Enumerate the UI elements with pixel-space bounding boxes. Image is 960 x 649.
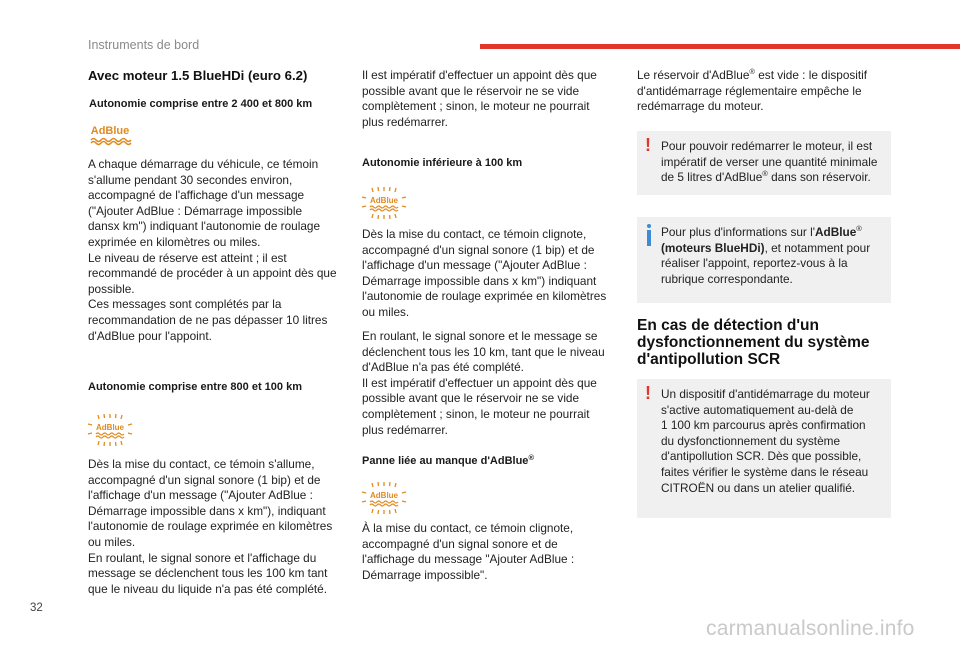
text-line: l'affichage d'un message ("Ajouter AdBlue : — [88, 488, 313, 503]
watermark: carmanualsonline.info — [706, 617, 915, 640]
heading-line: dysfonctionnement du système — [637, 334, 870, 351]
text-line: d'AdBlue pour l'appoint. — [88, 328, 212, 343]
paragraph-col2-2 — [362, 227, 620, 321]
text-line: déclenchent tous les 10 km, tant que le niveau — [362, 344, 605, 359]
text-line: d'antipollution SCR. Dès que possible, — [661, 449, 862, 464]
heading-scr-malfunction — [637, 317, 899, 368]
text-line: accompagné d'un signal sonore et de — [362, 536, 558, 551]
section-title: Avec moteur 1.5 BlueHDi (euro 6.2) — [88, 68, 308, 83]
text-line: du dysfonctionnement du système — [661, 433, 841, 448]
text-line: possible. — [88, 281, 135, 296]
text-line: d'AdBlue n'a pas été complété. — [362, 360, 524, 375]
text-span: Pour plus d'informations sur l' — [661, 225, 815, 239]
adblue-alert-icon — [88, 413, 132, 447]
subheading-2400-800: Autonomie comprise entre 2 400 et 800 km — [89, 97, 313, 110]
subheading-adblue-failure — [362, 454, 620, 470]
text-line: Le niveau de réserve est atteint ; il est — [88, 250, 287, 265]
header-accent-bar — [480, 44, 960, 49]
paragraph-col2-3 — [362, 329, 620, 438]
text-line: rubrique correspondante. — [661, 271, 793, 286]
text-span: , et notamment pour — [764, 240, 871, 255]
info-icon — [646, 224, 652, 246]
text-line: En roulant, le signal sonore et le message se — [362, 329, 598, 343]
text-line: accompagné d'un signal sonore (1 bip) et de — [88, 472, 321, 487]
text-line: réaliser l'appoint, reportez-vous à la — [661, 256, 848, 271]
text-line: ou miles. — [362, 304, 410, 319]
adblue-icon — [88, 121, 132, 147]
text-line: À la mise du contact, ce témoin clignote, — [362, 521, 574, 535]
text-line: Il est impératif d'effectuer un appoint dès que — [362, 375, 597, 390]
text-line: CITROËN ou dans un atelier qualifié. — [661, 480, 856, 495]
text-line: ou miles. — [88, 534, 136, 549]
heading-line: d'antipollution SCR — [637, 351, 781, 368]
adblue-icon-label: AdBlue — [370, 196, 398, 205]
text-line: Démarrage impossible dans x km"), indiquant — [88, 503, 326, 518]
adblue-icon-label: AdBlue — [96, 423, 124, 432]
info-box-adblue — [637, 217, 891, 303]
text-line: recommandé de procéder à un appoint dès que — [88, 266, 337, 281]
text-line: complètement ; sinon, le moteur ne pourrait — [362, 99, 590, 114]
text-line: Un dispositif d'antidémarrage du moteur — [661, 387, 870, 401]
text-line: l'autonomie de roulage exprimée en kilomètres — [88, 519, 333, 534]
text-line: s'allume pendant 30 secondes environ, — [88, 172, 293, 187]
text-line: l'affichage du message "Ajouter AdBlue : — [362, 552, 575, 567]
adblue-link-text: AdBlue — [815, 225, 857, 239]
text-line: l'affichage d'un message ("Ajouter AdBlue : — [362, 258, 587, 273]
text-line: faites vérifier le système dans le réseau — [661, 464, 869, 479]
warning-icon: ! — [645, 135, 651, 155]
bluehdi-text: (moteurs BlueHDi) — [661, 240, 765, 255]
paragraph-col2-1 — [362, 68, 620, 130]
text-line: accompagné de l'affichage d'un message — [88, 188, 305, 203]
paragraph-col2-4 — [362, 521, 620, 583]
paragraph-col3-1 — [637, 68, 899, 115]
page-number: 32 — [30, 602, 43, 614]
subheading-800-100: Autonomie comprise entre 800 et 100 km — [88, 381, 302, 393]
adblue-icon-label: AdBlue — [90, 125, 130, 137]
text-line — [661, 225, 881, 241]
heading-line: En cas de détection d'un — [637, 317, 819, 334]
text-line: redémarrage du moteur. — [637, 99, 764, 114]
text-line: En roulant, le signal sonore et l'affichage du — [88, 550, 317, 565]
text-line: impératif de verser une quantité minimale — [661, 154, 878, 169]
text-line: s'active automatiquement au-delà de — [661, 402, 854, 417]
text-line: recommandation de ne pas dépasser 10 litres — [88, 312, 328, 327]
warning-box-refill — [637, 131, 891, 195]
adblue-icon-label: AdBlue — [370, 491, 398, 500]
text-line: Démarrage impossible dans x km") indiquant — [362, 273, 597, 288]
subheading-text: Panne liée au manque d'AdBlue — [362, 455, 529, 467]
text-line — [661, 170, 881, 186]
text-span: dans son réservoir. — [767, 170, 871, 185]
text-line: message se déclenchent tous les 100 km tant — [88, 566, 328, 581]
text-line: Dès la mise du contact, ce témoin s'allume, — [88, 457, 315, 471]
registered-mark: ® — [762, 169, 768, 179]
text-line: Démarrage impossible". — [362, 567, 488, 582]
text-line: exprimée en kilomètres ou miles. — [88, 234, 261, 249]
text-line: A chaque démarrage du véhicule, ce témoin — [88, 157, 319, 171]
text-line: d'antidémarrage réglementaire empêche le — [637, 83, 862, 98]
text-line: Il est impératif d'effectuer un appoint dès que — [362, 68, 597, 82]
text-line: plus redémarrer. — [362, 114, 448, 129]
section-header-title: Instruments de bord — [88, 38, 200, 52]
text-span: de 5 litres d'AdBlue — [661, 170, 763, 185]
text-line: possible avant que le réservoir ne se vide — [362, 83, 580, 98]
registered-mark: ® — [749, 67, 755, 76]
registered-mark: ® — [528, 453, 534, 462]
text-line: complètement ; sinon, le moteur ne pourrait — [362, 406, 590, 421]
text-line: Pour pouvoir redémarrer le moteur, il est — [661, 139, 873, 153]
text-line: que le niveau du liquide n'a pas été complété. — [88, 581, 328, 596]
text-line: Dès la mise du contact, ce témoin clignote, — [362, 227, 587, 241]
text-line: ("Ajouter AdBlue : Démarrage impossible — [88, 203, 303, 218]
warning-box-scr — [637, 379, 891, 518]
registered-mark: ® — [856, 224, 862, 233]
text-line: dansx km") indiquant l'autonomie de roulage — [88, 219, 321, 234]
column-1 — [88, 68, 346, 112]
paragraph-col1-2 — [88, 457, 346, 597]
text-line — [661, 241, 881, 257]
text-line — [637, 68, 899, 84]
text-span: est vide : le dispositif — [754, 68, 868, 82]
text-line: plus redémarrer. — [362, 422, 448, 437]
text-line: 1 100 km parcourus après confirmation — [661, 418, 866, 433]
text-span: Le réservoir d'AdBlue — [637, 68, 750, 82]
text-line: accompagné d'un signal sonore (1 bip) et de — [362, 242, 595, 257]
warning-icon: ! — [645, 383, 651, 403]
subheading-below-100: Autonomie inférieure à 100 km — [362, 157, 523, 169]
adblue-alert-icon — [362, 481, 406, 515]
adblue-alert-icon — [362, 186, 406, 220]
text-line: possible avant que le réservoir ne se vide — [362, 391, 580, 406]
paragraph-col1-1 — [88, 157, 346, 344]
text-line: l'autonomie de roulage exprimée en kilomètres — [362, 289, 607, 304]
text-line: Ces messages sont complétés par la — [88, 297, 282, 312]
